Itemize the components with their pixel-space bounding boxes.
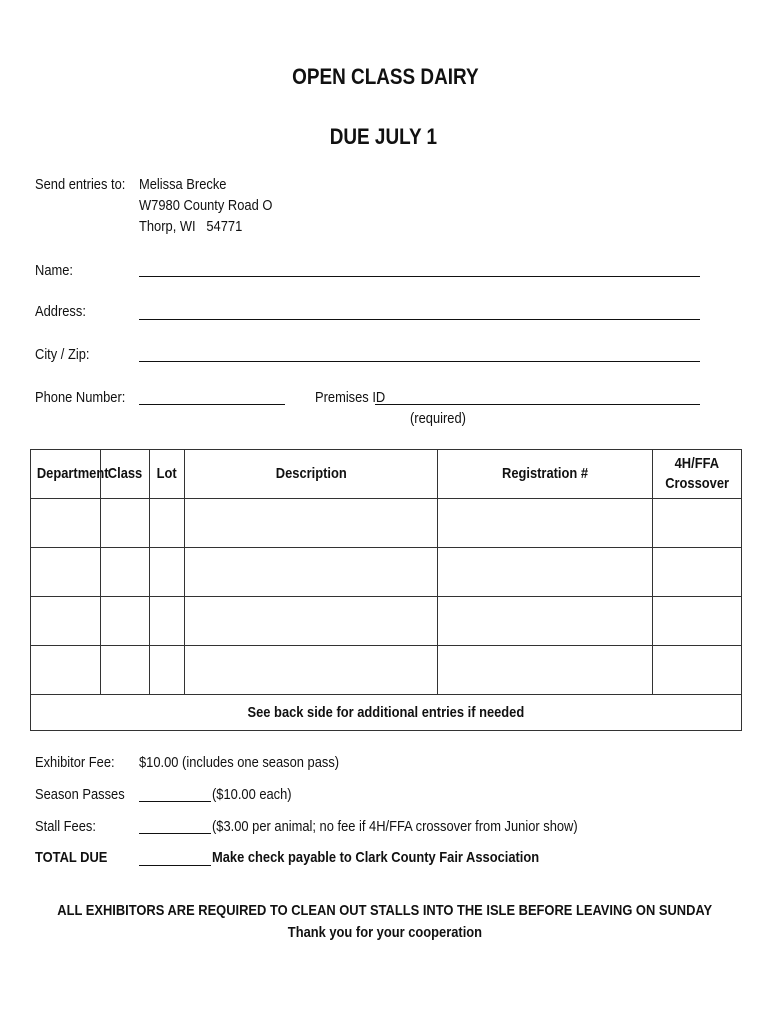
table-cell[interactable] <box>438 646 653 695</box>
name-field-line[interactable] <box>139 276 700 277</box>
exhibitor-fee-label: Exhibitor Fee: <box>35 754 115 771</box>
city-zip-label: City / Zip: <box>35 346 90 363</box>
name-label: Name: <box>35 262 74 279</box>
address-label: Address: <box>35 303 86 320</box>
thank-you-note: Thank you for your cooperation <box>287 924 483 941</box>
total-due-field-line[interactable] <box>139 865 211 866</box>
table-cell[interactable] <box>653 646 742 695</box>
table-cell[interactable] <box>101 548 150 597</box>
premises-required-note: (required) <box>410 410 466 427</box>
phone-label: Phone Number: <box>35 389 126 406</box>
table-cell[interactable] <box>185 548 438 597</box>
table-row[interactable] <box>31 646 742 695</box>
city-zip-field-line[interactable] <box>139 361 700 362</box>
table-cell[interactable] <box>150 597 185 646</box>
stall-fees-value: ($3.00 per animal; no fee if 4H/FFA crossover from Junior show) <box>212 818 578 835</box>
table-cell[interactable] <box>101 597 150 646</box>
table-cell[interactable] <box>438 597 653 646</box>
stall-fees-field-line[interactable] <box>139 833 211 834</box>
table-cell[interactable] <box>150 646 185 695</box>
table-cell[interactable] <box>31 597 101 646</box>
due-date-heading: DUE JULY 1 <box>329 124 437 149</box>
table-cell[interactable] <box>31 548 101 597</box>
season-passes-field-line[interactable] <box>139 801 211 802</box>
additional-entries-note: See back side for additional entries if needed <box>31 695 742 731</box>
table-row[interactable] <box>31 499 742 548</box>
table-cell[interactable] <box>653 499 742 548</box>
table-cell[interactable] <box>150 499 185 548</box>
cleanup-notice: ALL EXHIBITORS ARE REQUIRED TO CLEAN OUT STALLS INTO THE ISLE BEFORE LEAVING ON SUNDAY <box>57 902 713 919</box>
premises-label: Premises ID <box>315 389 386 406</box>
phone-field-line[interactable] <box>139 404 285 405</box>
table-header-row <box>31 450 742 499</box>
table-row[interactable] <box>31 597 742 646</box>
premises-field-line[interactable] <box>375 404 700 405</box>
table-cell[interactable] <box>101 646 150 695</box>
entries-table <box>30 449 742 731</box>
recipient-name: Melissa Brecke <box>139 176 227 193</box>
table-cell[interactable] <box>185 646 438 695</box>
exhibitor-fee-value: $10.00 (includes one season pass) <box>139 754 340 771</box>
payment-instruction: Make check payable to Clark County Fair Association <box>212 849 540 866</box>
recipient-city: Thorp, WI 54771 <box>139 218 243 235</box>
table-cell[interactable] <box>438 499 653 548</box>
column-header: Registration # <box>438 450 653 499</box>
table-cell[interactable] <box>653 548 742 597</box>
total-due-label: TOTAL DUE <box>35 849 108 866</box>
season-passes-label: Season Passes <box>35 786 125 803</box>
column-header: Lot <box>150 450 185 499</box>
table-cell[interactable] <box>31 499 101 548</box>
column-header: Class <box>101 450 150 499</box>
address-field-line[interactable] <box>139 319 700 320</box>
stall-fees-label: Stall Fees: <box>35 818 96 835</box>
column-header: Description <box>185 450 438 499</box>
send-entries-label: Send entries to: <box>35 176 126 193</box>
table-cell[interactable] <box>31 646 101 695</box>
column-header: 4H/FFA Crossover <box>653 450 742 499</box>
table-cell[interactable] <box>438 548 653 597</box>
table-cell[interactable] <box>150 548 185 597</box>
table-note-row <box>31 695 742 731</box>
table-cell[interactable] <box>653 597 742 646</box>
page-title: OPEN CLASS DAIRY <box>291 64 479 89</box>
column-header: Department <box>31 450 101 499</box>
table-cell[interactable] <box>185 597 438 646</box>
recipient-street: W7980 County Road O <box>139 197 273 214</box>
table-cell[interactable] <box>101 499 150 548</box>
table-row[interactable] <box>31 548 742 597</box>
season-passes-value: ($10.00 each) <box>212 786 292 803</box>
table-cell[interactable] <box>185 499 438 548</box>
